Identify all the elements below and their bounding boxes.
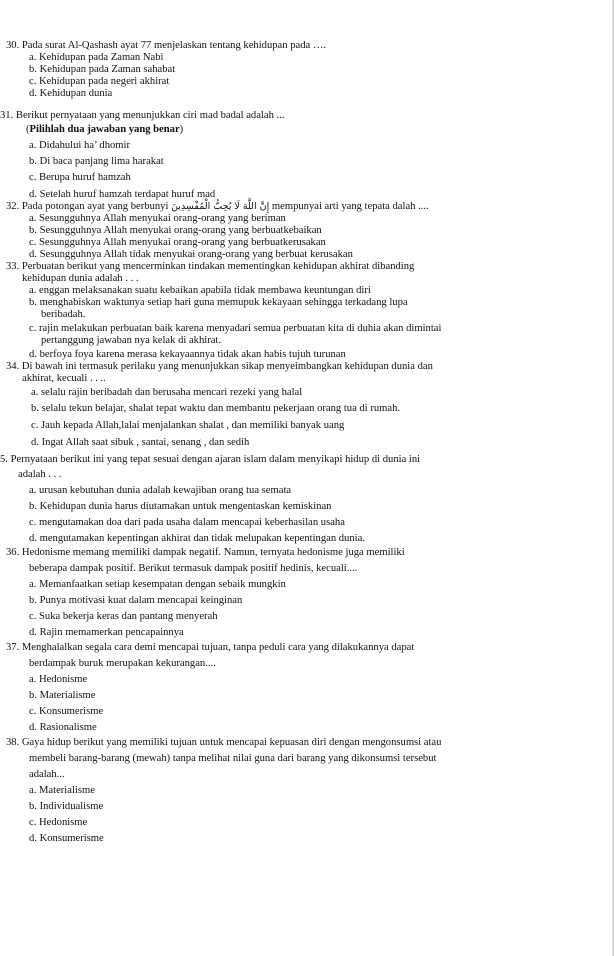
q34-option-a[interactable]: a. selalu rajin beribadah dan berusaha mencari rezeki yang halal: [31, 387, 303, 398]
q38-stem-line1: 38. Gaya hidup berikut yang memiliki tujuan untuk mencapai kepuasan diri dengan mengonsumsi atau: [6, 737, 442, 748]
q32-option-b[interactable]: b. Sesungguhnya Allah menyukai orang-orang yang berbuatkebaikan: [29, 225, 322, 236]
q30-option-a[interactable]: a. Kehidupan pada Zaman Nabi: [29, 52, 164, 63]
q33-option-d[interactable]: d. berfoya foya karena merasa kekayaannya tidak akan habis tujuh turunan: [29, 349, 346, 360]
q37-stem-line1: 37. Menghalalkan segala cara demi mencapai tujuan, tanpa peduli cara yang dilakukannya dapat: [6, 642, 415, 653]
q38-option-c[interactable]: c. Hedonisme: [29, 817, 88, 828]
q31-option-a[interactable]: a. Didahului ha’ dhomir: [29, 140, 131, 151]
q34-option-d[interactable]: d. Ingat Allah saat sibuk , santai, senang , dan sedih: [31, 437, 250, 448]
q34-stem-line2: akhirat, kecuali . . ..: [22, 373, 106, 384]
q34-stem-line1: 34. Di bawah ini termasuk perilaku yang menunjukkan sikap menyeimbangkan kehidupan dunia dan: [6, 361, 433, 372]
q35-option-c[interactable]: c. mengutamakan doa dari pada usaha dalam mencapai keberhasilan usaha: [29, 517, 345, 528]
q30-stem: 30. Pada surat Al-Qashash ayat 77 menjelaskan tentang kehidupan pada ….: [6, 40, 327, 51]
q32-arabic-verse: إِنَّ اللَّهَ لَا يُحِبُّ الْمُفْسِدِينَ: [171, 201, 270, 212]
q35-option-d[interactable]: d. mengutamakan kepentingan akhirat dan tidak melupakan kepentingan dunia.: [29, 533, 365, 544]
q35-stem-line1: 5. Pernyataan berikut ini yang tepat sesuai dengan ajaran islam dalam menyikapi hidup di dunia ini: [0, 454, 421, 465]
q34-option-b[interactable]: b. selalu tekun belajar, shalat tepat waktu dan membantu pekerjaan orang tua di rumah.: [31, 403, 401, 414]
q33-option-c[interactable]: c. rajin melakukan perbuatan baik karena menyadari semua perbuatan kita di duhia akan dimintai: [29, 323, 442, 334]
q33-stem-line1: 33. Perbuatan berikut yang mencerminkan tindakan mementingkan kehidupan akhirat dibanding: [6, 261, 415, 272]
q32-stem: 32. Pada potongan ayat yang berbunyi إِنَّ اللَّهَ لَا يُحِبُّ الْمُفْسِدِينَ mempunyai arti yang tepata dalah ....: [6, 201, 429, 212]
q32-option-a[interactable]: a. Sesungguhnya Allah menyukai orang-orang yang beriman: [29, 213, 286, 224]
q37-option-d[interactable]: d. Rasionalisme: [29, 722, 97, 733]
q31-option-b[interactable]: b. Di baca panjang lima harakat: [29, 156, 164, 167]
q31-instruction: (Pilihlah dua jawaban yang benar): [26, 124, 184, 135]
q37-stem-line2: berdampak buruk merupakan kekurangan....: [29, 658, 216, 669]
q36-stem-line2: beberapa dampak positif. Berikut termasuk dampak positif hedinis, kecuali....: [29, 563, 358, 574]
q30-option-c[interactable]: c. Kehidupan pada negeri akhirat: [29, 76, 170, 87]
q36-option-c[interactable]: c. Suka bekerja keras dan pantang menyerah: [29, 611, 218, 622]
q37-option-b[interactable]: b. Materialisme: [29, 690, 96, 701]
q33-stem-line2: kehidupan dunia adalah . . .: [22, 273, 139, 284]
q36-option-d[interactable]: d. Rajin memamerkan pencapainnya: [29, 627, 184, 638]
q37-option-c[interactable]: c. Konsumerisme: [29, 706, 104, 717]
q36-stem-line1: 36. Hedonisme memang memiliki dampak negatif. Namun, ternyata hedonisme juga memiliki: [6, 547, 405, 558]
q36-option-a[interactable]: a. Memanfaatkan setiap kesempatan dengan sebaik mungkin: [29, 579, 286, 590]
q38-option-d[interactable]: d. Konsumerisme: [29, 833, 104, 844]
q38-option-a[interactable]: a. Materialisme: [29, 785, 95, 796]
q32-option-c[interactable]: c. Sesungguhnya Allah menyukai orang-orang yang berbuatkerusakan: [29, 237, 326, 248]
q31-option-d[interactable]: d. Setelah huruf hamzah terdapat huruf mad: [29, 189, 216, 200]
q32-option-d[interactable]: d. Sesungguhnya Allah tidak menyukai orang-orang yang berbuat kerusakan: [29, 249, 353, 260]
q31-option-c[interactable]: c. Berupa huruf hamzah: [29, 172, 131, 183]
q35-option-b[interactable]: b. Kehidupan dunia harus diutamakan untuk mengentaskan kemiskinan: [29, 501, 332, 512]
q35-option-a[interactable]: a. urusan kebutuhan dunia adalah kewajiban orang tua semata: [29, 485, 292, 496]
q33-option-c-cont: pertanggung jawaban nya kelak di akhirat.: [41, 335, 222, 346]
q33-option-b[interactable]: b. menghabiskan waktunya setiap hari guna memupuk kekayaan sehingga terkadang lupa: [29, 297, 408, 308]
q31-stem: 31. Berikut pernyataan yang menunjukkan ciri mad badal adalah ...: [0, 110, 285, 121]
q38-stem-line2: membeli barang-barang (mewah) tanpa melihat nilai guna dari barang yang dikonsumsi tersebut: [29, 753, 437, 764]
q34-option-c[interactable]: c. Jauh kepada Allah,lalai menjalankan shalat , dan memiliki banyak uang: [31, 420, 345, 431]
q30-option-d[interactable]: d. Kehidupan dunia: [29, 88, 113, 99]
q30-option-b[interactable]: b. Kehidupan pada Zaman sahabat: [29, 64, 176, 75]
q33-option-b-cont: beribadah.: [41, 309, 86, 320]
q38-stem-line3: adalah...: [29, 769, 65, 780]
q35-stem-line2: adalah . . .: [18, 469, 62, 480]
q38-option-b[interactable]: b. Individualisme: [29, 801, 104, 812]
q37-option-a[interactable]: a. Hedonisme: [29, 674, 88, 685]
q36-option-b[interactable]: b. Punya motivasi kuat dalam mencapai keinginan: [29, 595, 243, 606]
q33-option-a[interactable]: a. enggan melaksanakan suatu kebaikan apabila tidak membawa keuntungan diri: [29, 285, 371, 296]
